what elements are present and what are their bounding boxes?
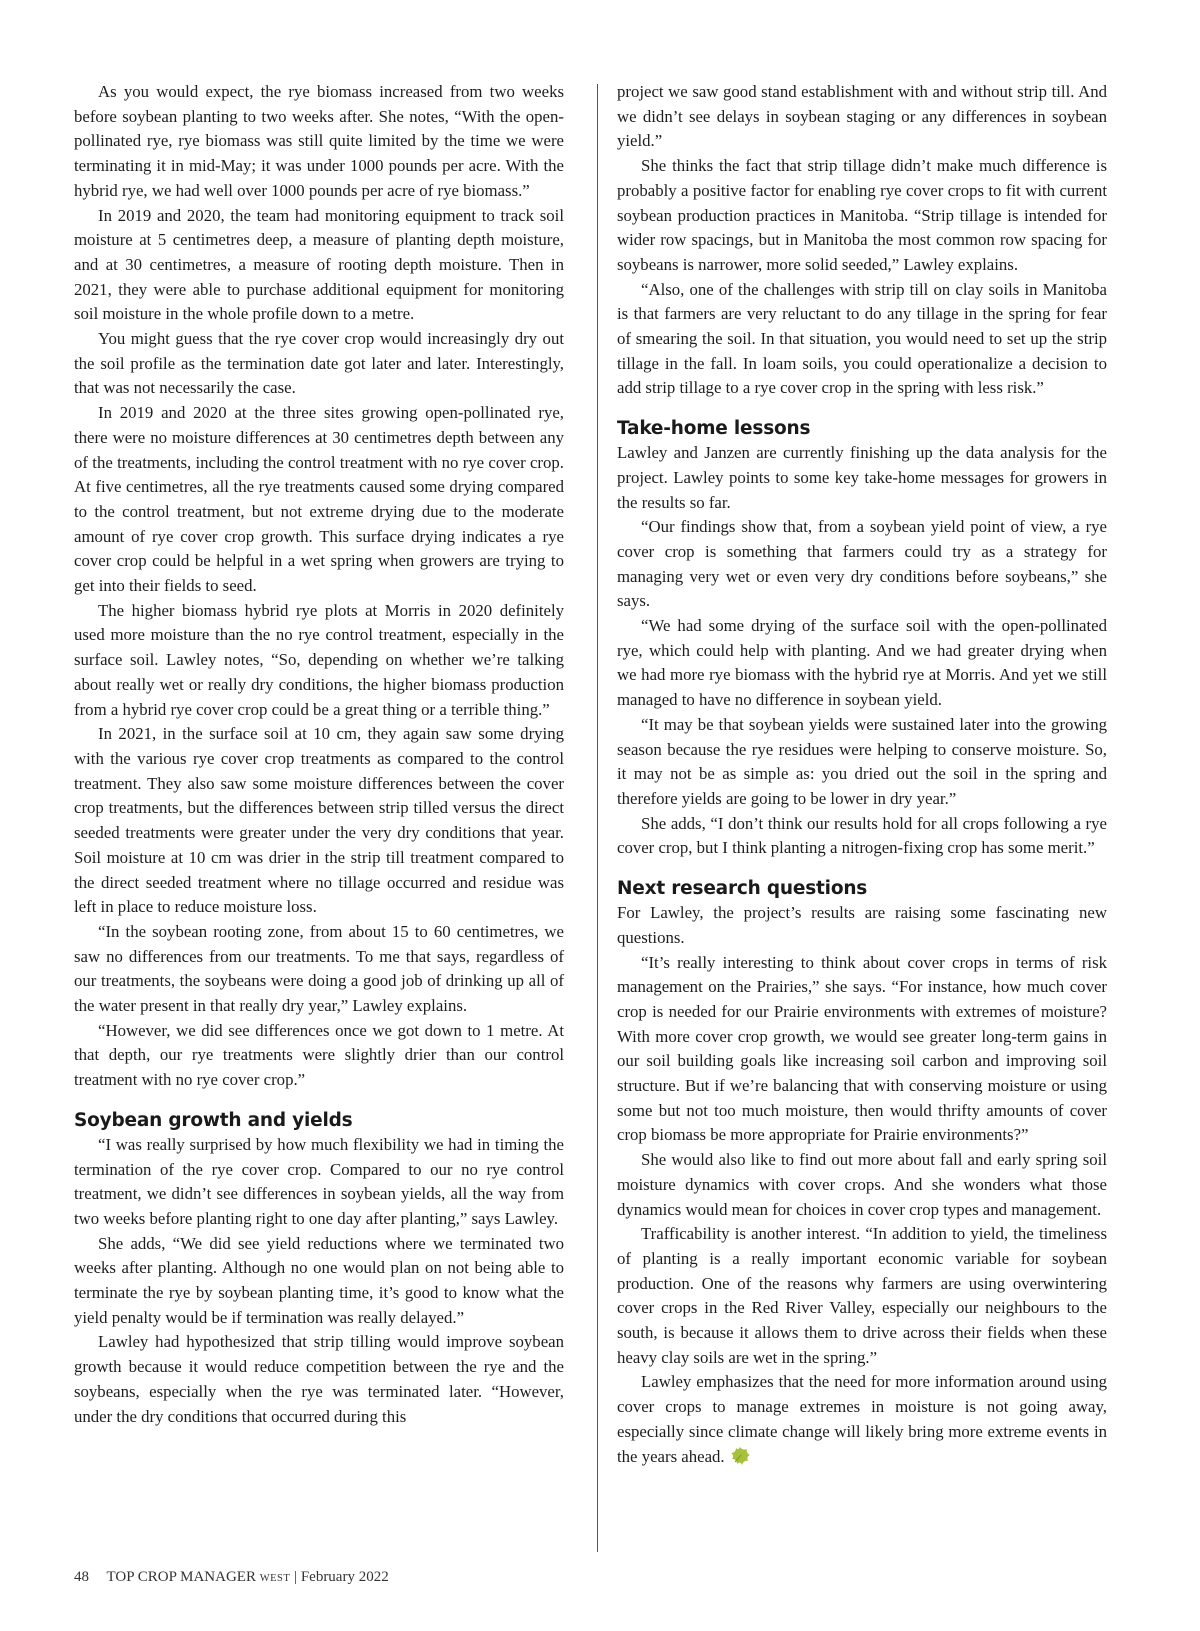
paragraph: In 2019 and 2020, the team had monitoring equipment to track soil moisture at 5 centimetres deep, a measure of planting depth moisture, and at 30 centimetres, a measure of rooting depth moisture. Then in 2021, they were able to purchase additional equipment for monitoring soil moisture in the whole profile down to a metre. (74, 205, 564, 324)
paragraph: For Lawley, the project’s results are raising some fascinating new questions. (617, 903, 1107, 947)
paragraph: She adds, “I don’t think our results hold for all crops following a rye cover crop, but I think planting a nitrogen-fixing crop has some merit.” (617, 813, 1107, 858)
magazine-name: TOP CROP MANAGER (106, 1569, 256, 1585)
paragraph: “It may be that soybean yields were sustained later into the growing season because the rye residues were helping to conserve moisture. So, it may not be as simple as: you dried out the soil in the spring and therefore yields are going to be lower in dry year.” (617, 714, 1107, 808)
paragraph: In 2019 and 2020 at the three sites growing open-pollinated rye, there were no moisture differences at 30 centimetres depth between any of the treatments, including the control treatment with no rye cover crop. At five centimetres, all the rye treatments caused some drying compared to the control treatment, but not extreme drying due to the moderate amount of rye cover crop growth. This surface drying indicates a rye cover crop could be helpful in a wet spring when growers are trying to get into their fields to seed. (74, 403, 564, 596)
section-heading-soybean: Soybean growth and yields (74, 1109, 353, 1131)
footer-separator: | (294, 1569, 298, 1585)
paragraph: Trafficability is another interest. “In addition to yield, the timeliness of planting is a really important economic variable for soybean production. One of the reasons why farmers are using overwintering cover crops in the Red River Valley, especially our neighbours to the south, is because it allows them to drive across their fields when these heavy clay soils are wet in the spring.” (617, 1224, 1107, 1367)
paragraph: As you would expect, the rye biomass increased from two weeks before soybean planting to two weeks after. She notes, “With the open-pollinated rye, rye biomass was still quite limited by the time we were terminating it in mid-May; it was under 1000 pounds per acre. With the hybrid rye, we had well over 1000 pounds per acre of rye biomass.” (74, 82, 564, 200)
section-heading-take-home: Take-home lessons (617, 418, 811, 440)
left-column (74, 80, 564, 1429)
paragraph: Lawley had hypothesized that strip tilling would improve soybean growth because it would reduce competition between the rye and the soybeans, especially when the rye was terminated later. “However, under the dry conditions that occurred during this (74, 1332, 564, 1426)
leaf-end-mark-icon (729, 1446, 751, 1466)
paragraph: “I was really surprised by how much flexibility we had in timing the termination of the rye cover crop. Compared to our no rye control treatment, we didn’t see differences in soybean yields, all the way from two weeks before planting right to one day after planting,” says Lawley. (74, 1134, 564, 1228)
issue-date: February 2022 (300, 1569, 389, 1585)
column-divider (597, 84, 598, 1552)
final-paragraph (617, 1370, 1107, 1469)
paragraph: She would also like to find out more about fall and early spring soil moisture dynamics with cover crops. And she wonders what those dynamics would mean for choices in cover crop types and management. (617, 1150, 1107, 1219)
paragraph: project we saw good stand establishment with and without strip till. And we didn’t see delays in soybean staging or any differences in soybean yield.” (617, 82, 1107, 151)
magazine-edition: WEST (259, 1573, 291, 1584)
paragraph: The higher biomass hybrid rye plots at Morris in 2020 definitely used more moisture than the no rye control treatment, especially in the surface soil. Lawley notes, “So, depending on whether we’re talking about really wet or really dry conditions, the higher biomass production from a hybrid rye cover crop could be a great thing or a terrible thing.” (74, 600, 564, 719)
paragraph: “It’s really interesting to think about cover crops in terms of risk management on the Prairies,” she says. “For instance, how much cover crop is needed for our Prairie environments with extremes of moisture? With more cover crop growth, we would see greater long-term gains in our soil building goals like increasing soil carbon and improving soil structure. But if we’re balancing that with conserving moisture or using some but not too much moisture, then would thrifty amounts of cover crop biomass be more appropriate for Prairie environments?” (617, 952, 1107, 1145)
paragraph: In 2021, in the surface soil at 10 cm, they again saw some drying with the various rye cover crop treatments as compared to the control treatment. They also saw some moisture differences between the cover crop treatments, but the differences between strip tilled versus the direct seeded treatments were greater under the very dry conditions that year. Soil moisture at 10 cm was drier in the strip till treatment compared to the direct seeded treatment where no tillage occurred and residue was left in place to reduce moisture loss. (74, 724, 564, 917)
page-footer (74, 1569, 389, 1586)
paragraph: “We had some drying of the surface soil with the open-pollinated rye, which could help with planting. And we had greater drying when we had more rye biomass with the hybrid rye at Morris. And yet we still managed to have no difference in soybean yield. (617, 616, 1107, 710)
paragraph: Lawley and Janzen are currently finishing up the data analysis for the project. Lawley points to some key take-home messages for growers in the results so far. (617, 443, 1107, 512)
right-column (617, 80, 1107, 1469)
paragraph: “In the soybean rooting zone, from about 15 to 60 centimetres, we saw no differences from our treatments. To me that says, regardless of our treatments, the soybeans were doing a good job of drinking up all of the water present in that really dry year,” Lawley explains. (74, 921, 564, 1016)
paragraph: “Our findings show that, from a soybean yield point of view, a rye cover crop is something that farmers could try as a strategy for managing very wet or even very dry conditions before soybeans,” she says. (617, 517, 1107, 611)
paragraph: “Also, one of the challenges with strip till on clay soils in Manitoba is that farmers are very reluctant to do any tillage in the spring for fear of smearing the soil. In that situation, you would need to set up the strip tillage in the fall. In loam soils, you could operationalize a decision to add strip tillage to a rye cover crop in the spring with less risk.” (617, 279, 1107, 398)
paragraph: She adds, “We did see yield reductions where we terminated two weeks after planting. Although no one would plan on not being able to terminate the rye by soybean planting time, it’s good to know what the yield penalty would be if termination was really delayed.” (74, 1233, 564, 1327)
page-number: 48 (74, 1569, 89, 1585)
paragraph: “However, we did see differences once we got down to 1 metre. At that depth, our rye treatments were slightly drier than our control treatment with no rye cover crop.” (74, 1020, 564, 1090)
paragraph: You might guess that the rye cover crop would increasingly dry out the soil profile as the termination date got later and later. Interestingly, that was not necessarily the case. (74, 329, 564, 398)
section-heading-next-research: Next research questions (617, 878, 868, 900)
final-paragraph-text: Lawley emphasizes that the need for more information around using cover crops to manage extremes in moisture is not going away, especially since climate change will likely bring more extreme events in the years ahead. (617, 1372, 1107, 1466)
paragraph: She thinks the fact that strip tillage didn’t make much difference is probably a positive factor for enabling rye cover crops to fit with current soybean production practices in Manitoba. “Strip tillage is intended for wider row spacings, but in Manitoba the most common row spacing for soybeans is narrower, more solid seeded,” Lawley explains. (617, 156, 1107, 274)
